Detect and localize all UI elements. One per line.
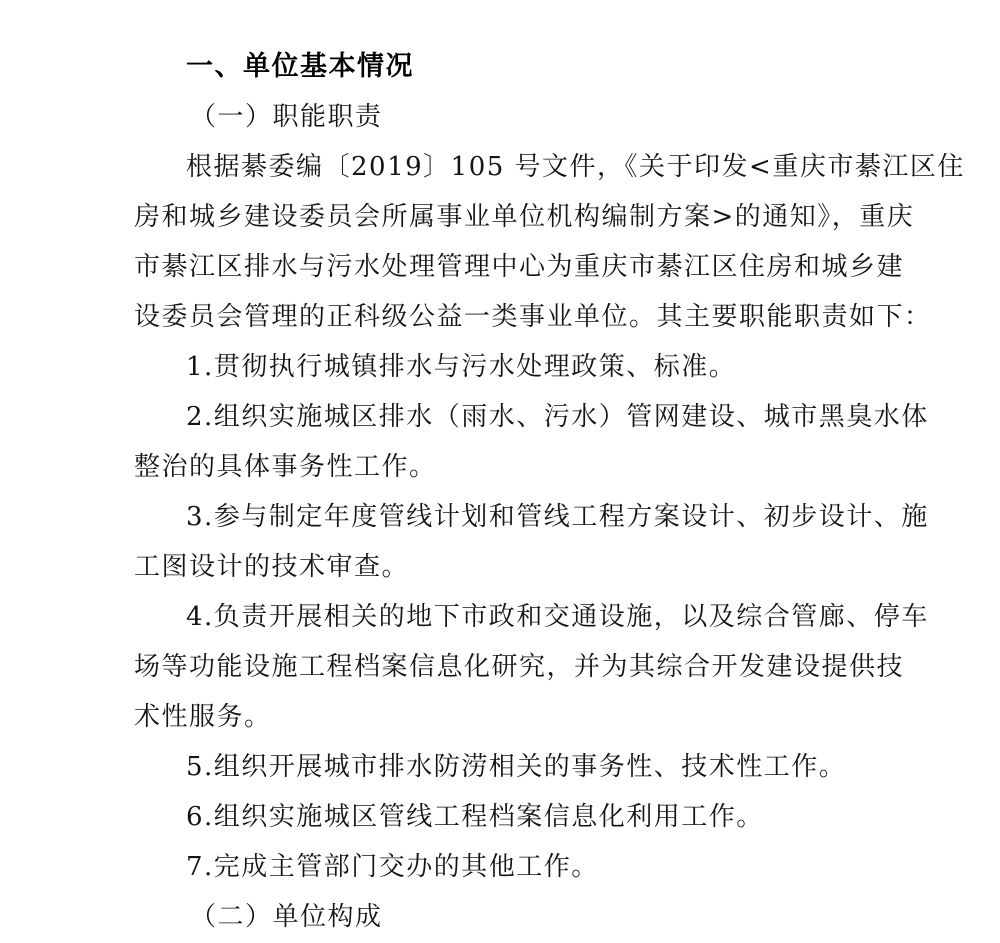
paragraph-line: 房和城乡建设委员会所属事业单位机构编制方案>的通知》，重庆 [134,202,915,232]
paragraph-line: 市綦江区排水与污水处理管理中心为重庆市綦江区住房和城乡建 [134,252,905,282]
subsection-heading: （一）职能职责 [190,102,383,132]
section-heading: 一、单位基本情况 [186,51,414,82]
list-item-line: 术性服务。 [134,702,272,732]
list-item-line: 工图设计的技术审查。 [134,552,410,582]
list-item-line: 4.负责开展相关的地下市政和交通设施，以及综合管廊、停车 [186,602,929,632]
list-item-line: 3.参与制定年度管线计划和管线工程方案设计、初步设计、施 [186,502,929,532]
list-item-line: 5.组织开展城市排水防涝相关的事务性、技术性工作。 [186,752,847,782]
subsection-heading: （二）单位构成 [190,902,383,932]
list-item-line: 1.贯彻执行城镇排水与污水处理政策、标准。 [186,352,737,382]
list-item-line: 7.完成主管部门交办的其他工作。 [186,852,599,882]
paragraph-line: 设委员会管理的正科级公益一类事业单位。其主要职能职责如下： [134,302,932,332]
list-item-line: 整治的具体事务性工作。 [134,452,437,482]
list-item-line: 场等功能设施工程档案信息化研究，并为其综合开发建设提供技 [134,652,905,682]
paragraph-line: 根据綦委编〔2019〕105 号文件，《关于印发<重庆市綦江区住 [186,152,965,182]
list-item-line: 6.组织实施城区管线工程档案信息化利用工作。 [186,802,764,832]
document-body [134,42,965,942]
list-item-line: 2.组织实施城区排水（雨水、污水）管网建设、城市黑臭水体 [186,402,929,432]
